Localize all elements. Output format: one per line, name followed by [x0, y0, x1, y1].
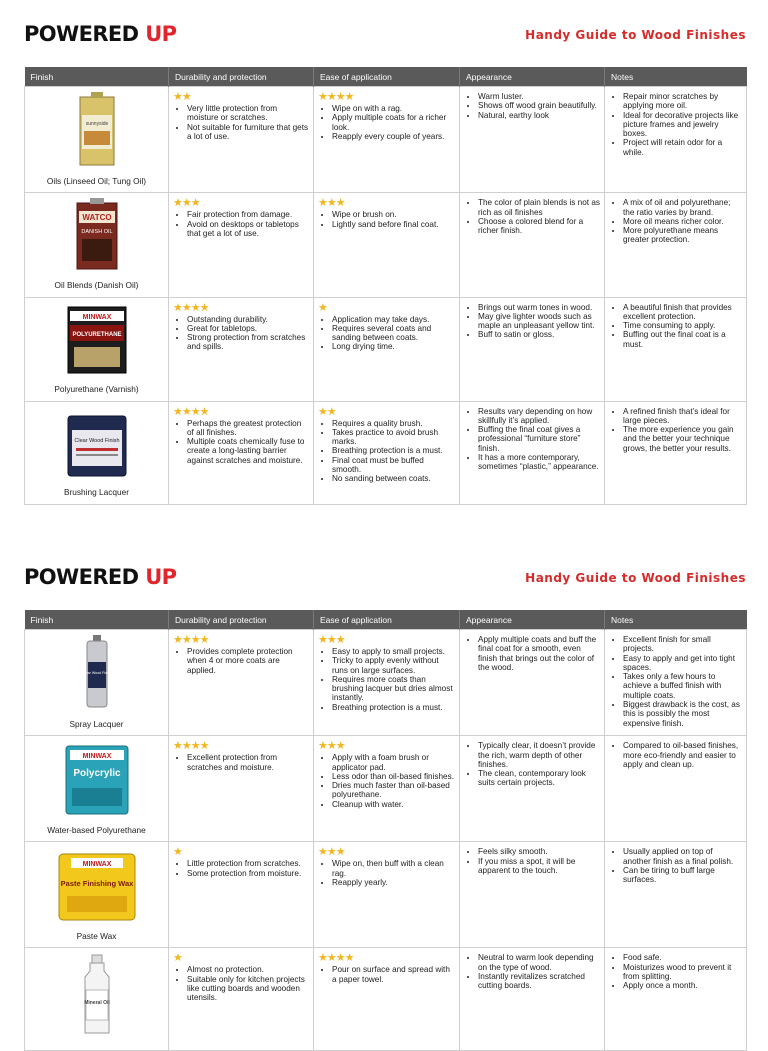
- star-icon: ★★★★: [318, 91, 354, 103]
- list-item: • Buffing out the final coat is a must.: [623, 330, 742, 349]
- finish-cell: [25, 842, 169, 948]
- list-item: • Wipe on, then buff with a clean rag.: [332, 859, 455, 878]
- list-item: • Excellent protection from scratches and moisture.: [187, 753, 309, 772]
- durability-cell: [169, 297, 314, 401]
- appearance-cell: [460, 87, 605, 193]
- list-item: • Fair protection from damage.: [187, 210, 309, 219]
- table-row: [25, 630, 747, 736]
- list-item: • Not suitable for furniture that gets a lot of use.: [187, 123, 309, 142]
- table-row: [25, 401, 747, 504]
- list-item: • A refined finish that’s ideal for large pieces.: [623, 407, 742, 426]
- finish-cell: [25, 297, 169, 401]
- list-item: • Food safe.: [623, 953, 742, 962]
- spray-can-image: [81, 634, 112, 710]
- table-row: [25, 87, 747, 193]
- list-item: • Wipe on with a rag.: [332, 104, 455, 113]
- column-header: Notes: [605, 610, 747, 630]
- list-item: • Excellent finish for small projects.: [623, 635, 742, 654]
- product-brand-label: Mineral Oil: [83, 1000, 110, 1007]
- ease-cell: [314, 736, 460, 842]
- star-icon: ★★★★: [173, 405, 209, 418]
- list-item: • Choose a colored blend for a richer finish.: [478, 217, 600, 236]
- list-item: • Breathing protection is a must.: [332, 703, 455, 712]
- list-item: • Reapply yearly.: [332, 878, 455, 887]
- notes-cell: [605, 842, 747, 948]
- column-header: Appearance: [460, 67, 605, 87]
- brand-logo: [24, 22, 176, 46]
- logo-text: POWERED: [24, 22, 146, 46]
- list-item: • Lightly sand before final coat.: [332, 220, 455, 229]
- list-item: • Brings out warm tones in wood.: [478, 303, 600, 312]
- list-item: • The color of plain blends is not as rich as oil finishes: [478, 198, 600, 217]
- list-item: • The clean, contemporary look suits certain projects.: [478, 769, 600, 788]
- list-item: • Project will retain odor for a while.: [623, 138, 742, 157]
- product-brand-label: MINWAX: [82, 753, 111, 760]
- list-item: • Easy to apply and get into tight spaces.: [623, 654, 742, 673]
- durability-cell: [169, 87, 314, 193]
- star-icon: ★★★: [318, 634, 345, 646]
- product-brand-label: sunnyside: [85, 121, 108, 127]
- list-item: • A beautiful finish that provides excellent protection.: [623, 303, 742, 322]
- list-item: • Requires more coats than brushing lacquer but dries almost instantly.: [332, 675, 455, 703]
- column-header: Appearance: [460, 610, 605, 630]
- list-item: • The more experience you gain and the better your technique grows, the better your results.: [623, 425, 742, 453]
- list-item: • Less odor than oil-based finishes.: [332, 772, 455, 781]
- list-item: • Strong protection from scratches and spills.: [187, 333, 309, 352]
- product-brand-label: MINWAX: [82, 314, 111, 322]
- list-item: • Feels silky smooth.: [478, 847, 600, 856]
- finish-name: Polyurethane (Varnish): [54, 384, 139, 395]
- paste-wax-can-image: [57, 850, 137, 922]
- list-item: • Breathing protection is a must.: [332, 446, 455, 455]
- appearance-cell: [460, 297, 605, 401]
- appearance-cell: [460, 842, 605, 948]
- star-icon: ★: [173, 952, 182, 965]
- list-item: • Dries much faster than oil-based polyurethane.: [332, 781, 455, 800]
- star-icon: ★★★★: [173, 740, 209, 753]
- list-item: • Reapply every couple of years.: [332, 132, 455, 141]
- list-item: • Results vary depending on how skillfully it’s applied.: [478, 407, 600, 426]
- list-item: • Some protection from moisture.: [187, 869, 309, 878]
- star-icon: ★★★: [318, 740, 345, 753]
- finish-name: Oils (Linseed Oil; Tung Oil): [46, 176, 147, 186]
- list-item: • It has a more contemporary, sometimes “plastic,” appearance.: [478, 453, 600, 472]
- list-item: • Perhaps the greatest protection of all finishes.: [187, 419, 309, 438]
- star-icon: ★★★: [173, 197, 200, 210]
- notes-cell: [605, 193, 747, 297]
- list-item: • Very little protection from moisture or scratches.: [187, 104, 309, 123]
- table-row: [25, 193, 747, 297]
- list-item: • Requires a quality brush.: [332, 419, 455, 428]
- list-item: • Tricky to apply evenly without runs on large surfaces.: [332, 656, 455, 675]
- finish-name: Oil Blends (Danish Oil): [54, 280, 139, 291]
- table-row: [25, 736, 747, 842]
- list-item: • Almost no protection.: [187, 965, 309, 974]
- star-icon: ★★★★: [173, 301, 209, 314]
- appearance-cell: [460, 193, 605, 297]
- star-icon: ★★★★: [173, 634, 209, 646]
- appearance-cell: [460, 948, 605, 1051]
- durability-cell: [169, 193, 314, 297]
- list-item: • Can be tiring to buff large surfaces.: [623, 866, 742, 885]
- list-item: • Shows off wood grain beautifully.: [478, 101, 600, 110]
- danish-oil-can-image: [74, 197, 120, 271]
- notes-cell: [605, 948, 747, 1051]
- finish-name: Paste Wax: [76, 931, 117, 941]
- finish-cell: [25, 87, 169, 193]
- list-item: • Buffing the final coat gives a professional “furniture store” finish.: [478, 425, 600, 453]
- polycrylic-can-image: [64, 744, 130, 816]
- table-header-row: [25, 610, 747, 630]
- list-item: • Great for tabletops.: [187, 324, 309, 333]
- product-sub-label: Polycrylic: [72, 768, 121, 779]
- polyurethane-can-image: [66, 305, 128, 375]
- table-row: [25, 842, 747, 948]
- list-item: • Apply once a month.: [623, 981, 742, 990]
- mineral-oil-bottle-image: [82, 954, 112, 1034]
- table-header-row: [25, 67, 747, 87]
- product-brand-label: MINWAX: [82, 861, 111, 868]
- durability-cell: [169, 948, 314, 1051]
- column-header: Finish: [25, 610, 169, 630]
- ease-cell: [314, 630, 460, 736]
- notes-cell: [605, 87, 747, 193]
- list-item: • If you miss a spot, it will be apparent to the touch.: [478, 857, 600, 876]
- logo-accent: UP: [145, 22, 177, 46]
- table-row: [25, 297, 747, 401]
- list-item: • Takes only a few hours to achieve a buffed finish with multiple coats.: [623, 672, 742, 700]
- list-item: • No sanding between coats.: [332, 474, 455, 483]
- list-item: • Neutral to warm look depending on the type of wood.: [478, 953, 600, 972]
- finish-cell: [25, 948, 169, 1051]
- star-icon: ★: [173, 846, 182, 859]
- ease-cell: [314, 948, 460, 1051]
- list-item: • Little protection from scratches.: [187, 859, 309, 868]
- appearance-cell: [460, 630, 605, 736]
- star-icon: ★★★: [318, 197, 345, 210]
- durability-cell: [169, 630, 314, 736]
- notes-cell: [605, 297, 747, 401]
- durability-cell: [169, 401, 314, 504]
- list-item: • Requires several coats and sanding between coats.: [332, 324, 455, 343]
- oil-can-image: [77, 91, 117, 167]
- list-item: • May give lighter woods such as maple an unpleasant yellow tint.: [478, 312, 600, 331]
- list-item: • Usually applied on top of another finish as a final polish.: [623, 847, 742, 866]
- star-icon: ★★: [173, 91, 191, 103]
- table-row: [25, 948, 747, 1051]
- list-item: • Apply with a foam brush or applicator pad.: [332, 753, 455, 772]
- ease-cell: [314, 401, 460, 504]
- finish-cell: [25, 193, 169, 297]
- star-icon: ★: [318, 301, 327, 314]
- list-item: • Provides complete protection when 4 or more coats are applied.: [187, 647, 309, 675]
- finish-name: Spray Lacquer: [69, 719, 124, 729]
- list-item: • Ideal for decorative projects like picture frames and jewelry boxes.: [623, 111, 742, 139]
- list-item: • Outstanding durability.: [187, 315, 309, 324]
- list-item: • Long drying time.: [332, 342, 455, 351]
- list-item: • Application may take days.: [332, 315, 455, 324]
- product-sub-label: Paste Finishing Wax: [60, 879, 133, 888]
- list-item: • More polyurethane means greater protection.: [623, 226, 742, 245]
- ease-cell: [314, 87, 460, 193]
- lacquer-can-image: [66, 412, 128, 478]
- list-item: • Repair minor scratches by applying more oil.: [623, 92, 742, 111]
- ease-cell: [314, 193, 460, 297]
- appearance-cell: [460, 401, 605, 504]
- product-brand-label: WATCO: [81, 213, 112, 223]
- product-brand-label: Clear Wood Finish: [73, 438, 120, 445]
- list-item: • Easy to apply to small projects.: [332, 647, 455, 656]
- product-brand-label: Clear Wood Finish: [81, 671, 112, 675]
- guide-title: Handy Guide to Wood Finishes: [525, 28, 746, 42]
- list-item: • Multiple coats chemically fuse to create a long-lasting barrier against scratches and moisture.: [187, 437, 309, 465]
- list-item: • Final coat must be buffed smooth.: [332, 456, 455, 475]
- product-sub-label: POLYURETHANE: [71, 332, 122, 339]
- list-item: • More oil means richer color.: [623, 217, 742, 226]
- star-icon: ★★★★: [318, 952, 354, 965]
- durability-cell: [169, 736, 314, 842]
- list-item: • Typically clear, it doesn’t provide the rich, warm depth of other finishes.: [478, 741, 600, 769]
- guide-title: Handy Guide to Wood Finishes: [525, 571, 746, 585]
- star-icon: ★★: [318, 405, 336, 418]
- list-item: • Wipe or brush on.: [332, 210, 455, 219]
- list-item: • Avoid on desktops or tabletops that get a lot of use.: [187, 220, 309, 239]
- logo-accent: UP: [145, 565, 177, 589]
- column-header: Ease of application: [314, 610, 460, 630]
- list-item: • Suitable only for kitchen projects like cutting boards and wooden utensils.: [187, 975, 309, 1003]
- star-icon: ★★★: [318, 846, 345, 859]
- notes-cell: [605, 630, 747, 736]
- list-item: • Instantly revitalizes scratched cutting boards.: [478, 972, 600, 991]
- list-item: • Warm luster.: [478, 92, 600, 101]
- notes-cell: [605, 401, 747, 504]
- list-item: • Compared to oil-based finishes, more eco-friendly and easier to apply and clean up.: [623, 741, 742, 769]
- notes-cell: [605, 736, 747, 842]
- finish-name: Water-based Polyurethane: [47, 825, 146, 835]
- ease-cell: [314, 297, 460, 401]
- list-item: • Biggest drawback is the cost, as this is possibly the most expensive finish.: [623, 700, 742, 728]
- ease-cell: [314, 842, 460, 948]
- product-sub-label: DANISH OIL: [80, 229, 113, 236]
- finish-cell: [25, 401, 169, 504]
- finish-name: Brushing Lacquer: [63, 487, 130, 498]
- list-item: • Takes practice to avoid brush marks.: [332, 428, 455, 447]
- logo-text: POWERED: [24, 565, 146, 589]
- appearance-cell: [460, 736, 605, 842]
- list-item: • Time consuming to apply.: [623, 321, 742, 330]
- finishes-table: [24, 67, 747, 505]
- column-header: Durability and protection: [169, 67, 314, 87]
- column-header: Ease of application: [314, 67, 460, 87]
- finishes-table: [24, 610, 747, 1051]
- durability-cell: [169, 842, 314, 948]
- column-header: Finish: [25, 67, 169, 87]
- list-item: • Cleanup with water.: [332, 800, 455, 809]
- list-item: • Moisturizes wood to prevent it from splitting.: [623, 963, 742, 982]
- brand-logo: [24, 565, 176, 589]
- list-item: • Apply multiple coats and buff the final coat for a smooth, even finish that brings out the color of the wood.: [478, 635, 600, 672]
- list-item: • Apply multiple coats for a richer look.: [332, 113, 455, 132]
- finish-cell: [25, 630, 169, 736]
- list-item: • Natural, earthy look: [478, 111, 600, 120]
- finish-cell: [25, 736, 169, 842]
- list-item: • Buff to satin or gloss.: [478, 330, 600, 339]
- list-item: • Pour on surface and spread with a paper towel.: [332, 965, 455, 984]
- column-header: Durability and protection: [169, 610, 314, 630]
- list-item: • A mix of oil and polyurethane; the ratio varies by brand.: [623, 198, 742, 217]
- column-header: Notes: [605, 67, 747, 87]
